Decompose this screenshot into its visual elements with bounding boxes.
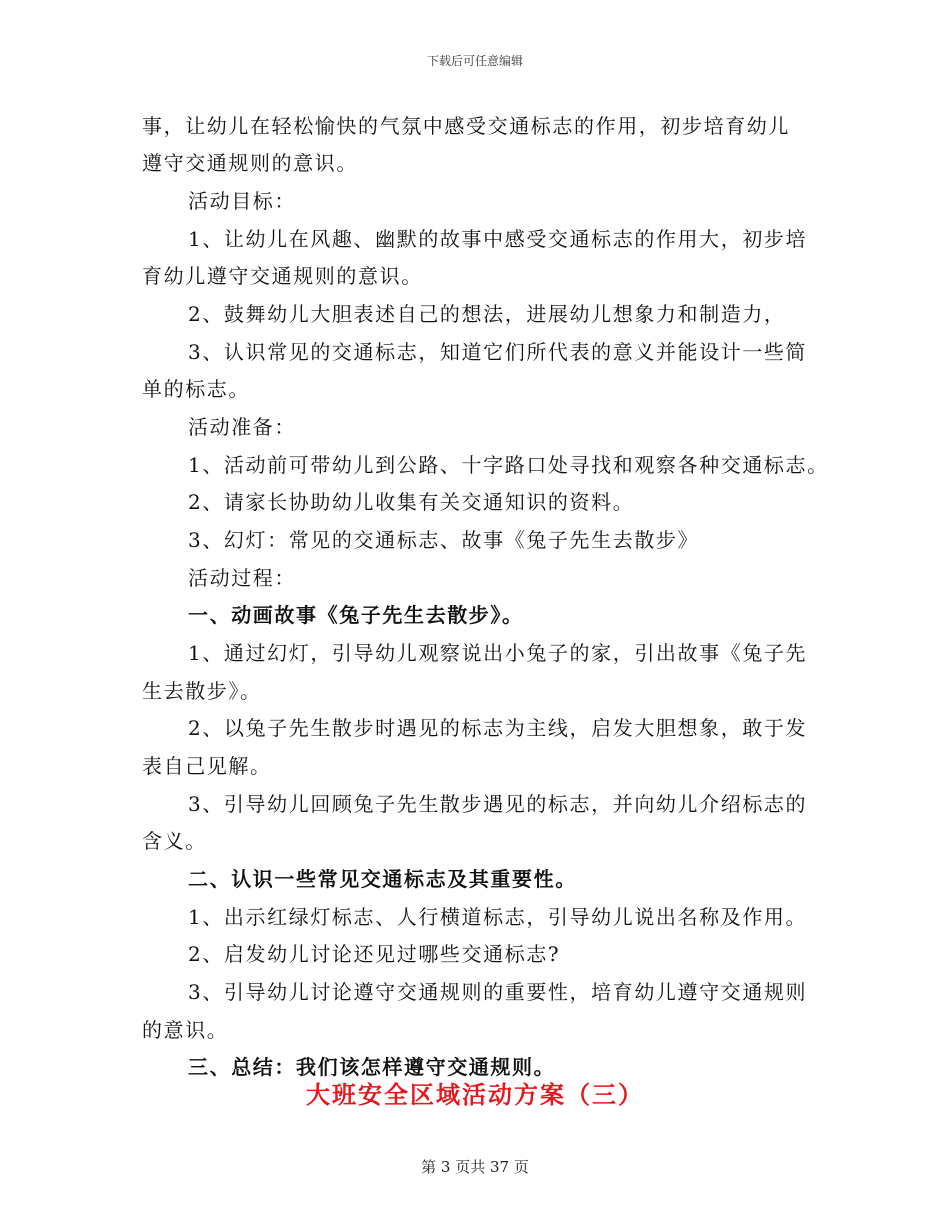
paragraph-line: 单的标志。	[142, 377, 250, 401]
paragraph-line: 生去散步》。	[142, 679, 262, 703]
paragraph-line: 表自己见解。	[142, 754, 272, 778]
header-note: 下载后可任意编辑	[426, 54, 523, 68]
list-item: 3、引导幼儿讨论遵守交通规则的重要性，培育幼儿遵守交通规则	[188, 980, 808, 1004]
list-item: 3、认识常见的交通标志，知道它们所代表的意义并能设计一些简	[188, 340, 808, 364]
list-item: 3、幻灯：常见的交通标志、故事《兔子先生去散步》	[188, 528, 700, 552]
list-item: 1、活动前可带幼儿到公路、十字路口处寻找和观察各种交通标志。	[188, 453, 829, 477]
list-item: 2、鼓舞幼儿大胆表述自己的想法，进展幼儿想象力和制造力，	[188, 302, 786, 326]
page-footer: 第 3 页共 37 页	[421, 1158, 529, 1176]
bold-heading: 一、动画故事《兔子先生去散步》。	[188, 603, 524, 627]
paragraph-line: 育幼儿遵守交通规则的意识。	[142, 264, 423, 288]
paragraph-line: 事，让幼儿在轻松愉快的气氛中感受交通标志的作用，初步培育幼儿	[142, 114, 790, 138]
list-item: 2、启发幼儿讨论还见过哪些交通标志?	[188, 942, 561, 966]
list-item: 2、以兔子先生散步时遇见的标志为主线，启发大胆想象，敢于发	[188, 716, 808, 740]
paragraph-line: 的意识。	[142, 1018, 229, 1042]
list-item: 1、通过幻灯，引导幼儿观察说出小兔子的家，引出故事《兔子先	[188, 641, 808, 665]
list-item: 1、出示红绿灯标志、人行横道标志，引导幼儿说出名称及作用。	[188, 905, 808, 929]
list-item: 2、请家长协助幼儿收集有关交通知识的资料。	[188, 490, 635, 514]
paragraph-line: 遵守交通规则的意识。	[142, 151, 358, 175]
section-heading: 活动目标：	[188, 189, 296, 213]
bold-heading: 三、总结：我们该怎样遵守交通规则。	[188, 1055, 556, 1079]
list-item: 1、让幼儿在风趣、幽默的故事中感受交通标志的作用大，初步培	[188, 227, 808, 251]
bold-heading: 二、认识一些常见交通标志及其重要性。	[188, 867, 577, 891]
section-heading: 活动过程：	[188, 566, 296, 590]
section-title: 大班安全区域活动方案（三）	[306, 1081, 644, 1109]
list-item: 3、引导幼儿回顾兔子先生散步遇见的标志，并向幼儿介绍标志的	[188, 792, 808, 816]
paragraph-line: 含义。	[142, 829, 207, 853]
section-heading: 活动准备：	[188, 415, 296, 439]
